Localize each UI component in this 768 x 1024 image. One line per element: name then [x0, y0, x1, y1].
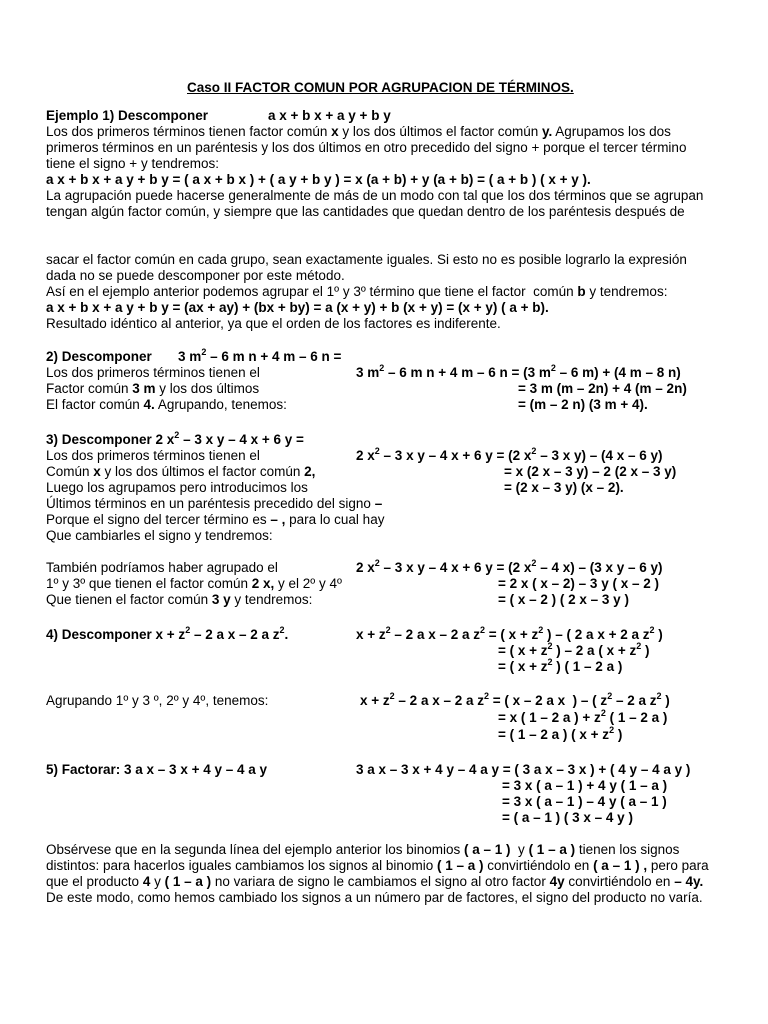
ex2-equation-step: = 3 m (m – 2n) + 4 (m – 2n)	[518, 381, 687, 396]
ex3-text-line: Que cambiarles el signo y tendremos:	[46, 528, 273, 543]
ex1-paragraph-line: primeros términos en un paréntesis y los dos últimos en otro precedido del signo + porque el tercer término	[46, 140, 687, 155]
ex3-equation-step: = ( x – 2 ) ( 2 x – 3 y )	[498, 592, 629, 607]
ex1-paragraph-line: Resultado idéntico al anterior, ya que el orden de los factores es indiferente.	[46, 316, 501, 331]
ex1-paragraph-line: dada no se puede descomponer por este método.	[46, 268, 345, 283]
ex3-text-line: 1º y 3º que tienen el factor común 2 x, y el 2º y 4º	[46, 576, 342, 591]
ex1-paragraph-line: sacar el factor común en cada grupo, sean exactamente iguales. Si esto no es posible lograrlo la expresión	[46, 252, 687, 267]
ex3-text-line: Que tienen el factor común 3 y y tendremos:	[46, 592, 313, 607]
ex3-text-line: Los dos primeros términos tienen el	[46, 448, 260, 463]
ex3-text-line: Porque el signo del tercer término es – , para lo cual hay	[46, 512, 385, 527]
closing-paragraph-line: Obsérvese que en la segunda línea del ejemplo anterior los binomios ( a – 1 ) y ( 1 – a ) tienen los signos	[46, 842, 680, 857]
ex2-text-line: El factor común 4. Agrupando, tenemos:	[46, 397, 287, 412]
ex1-equation-alt: a x + b x + a y + b y = (ax + ay) + (bx + by) = a (x + y) + b (x + y) = (x + y) ( a + b).	[46, 300, 549, 315]
ex2-text-line: Factor común 3 m y los dos últimos	[46, 381, 260, 396]
ex1-paragraph-line: tengan algún factor común, y siempre que las cantidades que quedan dentro de los paréntesis después de	[46, 204, 685, 219]
ex1-paragraph-line: Los dos primeros términos tienen factor común x y los dos últimos el factor común y. Agrupamos los dos	[46, 124, 671, 139]
ex3-equation-step: = (2 x – 3 y) (x – 2).	[504, 480, 624, 495]
ex5-equation-step: = ( a – 1 ) ( 3 x – 4 y )	[502, 810, 633, 825]
ex1-heading: Ejemplo 1) Descomponer	[46, 108, 209, 123]
ex3-text-line: También podríamos haber agrupado el	[46, 560, 278, 575]
ex4-equation-step: = ( $x + z^2$ ) ( 1 – 2 a )	[498, 657, 623, 674]
ex3-equation: 2 $x^2 - 3$ x y – 4 x + 6 y = (2 $x^2 - 3$ x y) – (4 x – 6 y)	[356, 446, 663, 463]
ex3-text-line: Luego los agrupamos pero introducimos los	[46, 480, 308, 495]
ex3-equation-step: = x (2 x – 3 y) – 2 (2 x – 3 y)	[504, 464, 677, 479]
closing-paragraph-line: De este modo, como hemos cambiado los signos a un número par de factores, el signo del producto no varía.	[46, 890, 703, 905]
ex3-text-line: Común x y los dos últimos el factor común 2,	[46, 464, 316, 479]
ex4-equation: $x + z^2 - 2$ a x – 2 a $z^2$ = ( $x + z^2$ ) – ( 2 a x + 2 a $z^2$ )	[356, 625, 663, 642]
ex1-paragraph-line: Así en el ejemplo anterior podemos agrupar el 1º y 3º término que tiene el factor común b y tendremos:	[46, 284, 668, 299]
ex5-equation: 3 a x – 3 x + 4 y – 4 a y = ( 3 a x – 3 x ) + ( 4 y – 4 a y )	[356, 762, 691, 777]
closing-paragraph-line: distintos: para hacerlos iguales cambiamos los signos al binomio ( 1 – a ) convirtiéndolo en ( a – 1 ) , pero para	[46, 858, 709, 873]
ex5-equation-step: = 3 x ( a – 1 ) – 4 y ( a – 1 )	[502, 794, 667, 809]
ex1-expression: a x + b x + a y + b y	[268, 108, 391, 123]
ex1-equation: a x + b x + a y + b y = ( a x + b x ) + ( a y + b y ) = x (a + b) + y (a + b) = ( a + b ) ( x + y ).	[46, 172, 591, 187]
closing-paragraph-line: que el producto 4 y ( 1 – a ) no variara de signo le cambiamos el signo al otro factor 4y convirtiéndolo en – 4y.	[46, 874, 704, 889]
ex3-heading: 3) Descomponer 2 $x^2 - 3$ x y – 4 x + 6 y =	[46, 430, 304, 447]
ex3-text-line: Últimos términos en un paréntesis precedido del signo –	[46, 496, 383, 511]
ex4-equation-step: = x ( 1 – 2 a ) + $z^2$ ( 1 – 2 a )	[498, 708, 668, 725]
ex3-equation-step: = 2 x ( x – 2) – 3 y ( x – 2 )	[498, 576, 659, 591]
ex2-heading: 2) Descomponer 3 $m^2 - 6$ m n + 4 m – 6 n =	[46, 347, 342, 364]
ex4-heading: 4) Descomponer $x + z^2 - 2$ a x – 2 a $z^2$.	[46, 625, 289, 642]
ex2-equation: 3 $m^2 - 6$ m n + 4 m – 6 n = (3 $m^2 - 6$ m) + (4 m – 8 n)	[356, 363, 681, 380]
ex1-paragraph-line: tiene el signo + y tendremos:	[46, 156, 219, 171]
ex4-text-line: Agrupando 1º y 3 º, 2º y 4º, tenemos:	[46, 693, 269, 708]
ex5-equation-step: = 3 x ( a – 1 ) + 4 y ( 1 – a )	[502, 778, 668, 793]
ex4-equation-step: = ( $x + z^2$ ) – 2 a ( $x + z^2$ )	[498, 641, 650, 658]
ex2-equation-step: = (m – 2 n) (3 m + 4).	[518, 397, 648, 412]
ex4-equation-step: = ( 1 – 2 a ) ( $x + z^2$ )	[498, 725, 623, 742]
ex5-heading: 5) Factorar: 3 a x – 3 x + 4 y – 4 a y	[46, 762, 268, 777]
ex4-equation-alt: $x + z^2 - 2$ a x – 2 a $z^2$ = ( x – 2 a x ) – ( $z^2 - 2$ a $z^2$ )	[360, 691, 670, 708]
page-title: Caso II FACTOR COMUN POR AGRUPACION DE TÉRMINOS.	[187, 80, 574, 95]
ex1-paragraph-line: La agrupación puede hacerse generalmente de más de un modo con tal que los dos términos que se agrupan	[46, 188, 704, 203]
ex2-text-line: Los dos primeros términos tienen el	[46, 365, 260, 380]
ex3-equation-alt: 2 $x^2 - 3$ x y – 4 x + 6 y = (2 $x^2 - 4$ x) – (3 x y – 6 y)	[356, 558, 663, 575]
